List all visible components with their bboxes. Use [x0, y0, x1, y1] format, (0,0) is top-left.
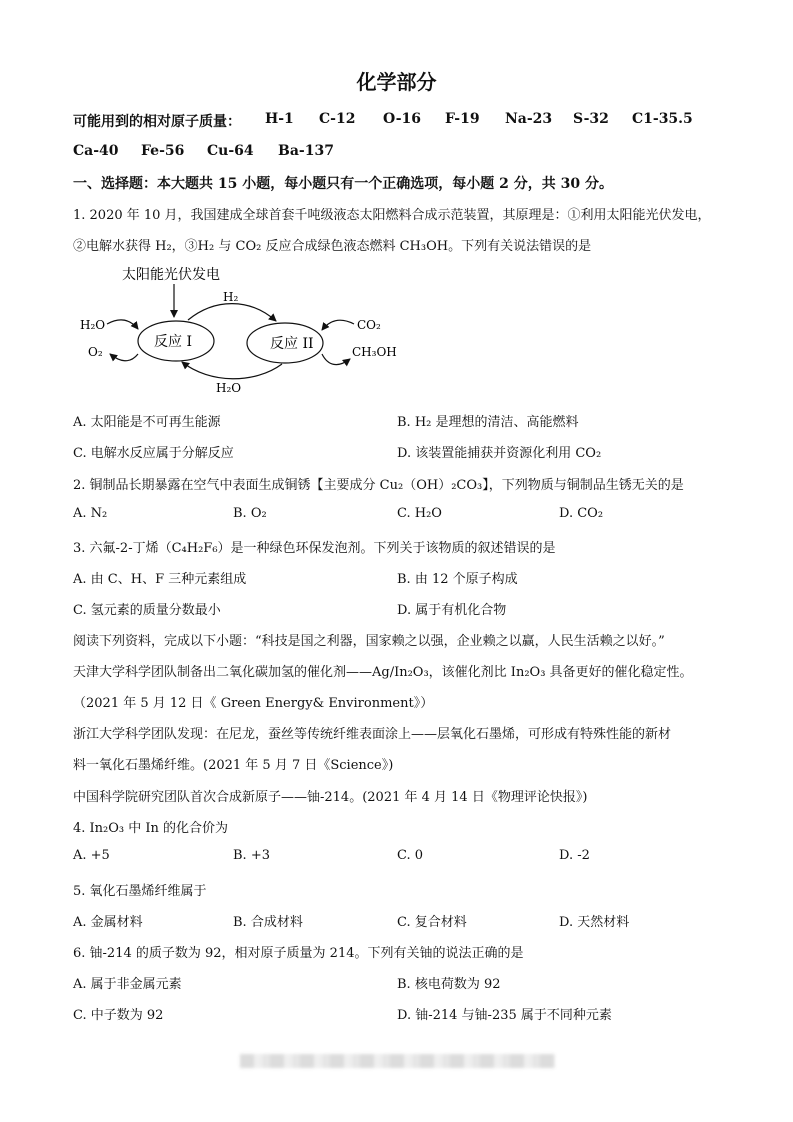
- q3-stem: 3. 六氟-2-丁烯（C₄H₂F₆）是一种绿色环保发泡剂。下列关于该物质的叙述错误的是: [73, 541, 556, 556]
- h2o-bottom-label: H₂O: [216, 381, 242, 395]
- q6-option-d[interactable]: D. 铀-214 与铀-235 属于不同种元素: [397, 1008, 612, 1023]
- q2-option-c[interactable]: C. H₂O: [397, 506, 442, 521]
- q2-option-a[interactable]: A. N₂: [73, 506, 108, 521]
- atomic-mass-item: Ca-40: [73, 143, 119, 159]
- q5-stem: 5. 氧化石墨烯纤维属于: [73, 884, 207, 899]
- co2-in-arrow: [322, 320, 354, 330]
- ch3oh-out-arrow: [322, 354, 350, 365]
- h2o-in-label: H₂O: [80, 318, 106, 332]
- reading-line: （2021 年 5 月 12 日《 Green Energy& Environment》）: [73, 696, 434, 711]
- q4-stem: 4. In₂O₃ 中 In 的化合价为: [73, 821, 229, 836]
- o2-out-label: O₂: [88, 345, 103, 359]
- atomic-mass-item: Ba-137: [278, 143, 334, 159]
- reading-line: 浙江大学科学团队发现：在尼龙，蚕丝等传统纤维表面涂上——层氧化石墨烯，可形成有特殊性能的新材: [73, 727, 672, 742]
- reading-line: 料一氧化石墨烯纤维。(2021 年 5 月 7 日《Science》): [73, 758, 394, 773]
- reaction2-label: 反应 II: [270, 336, 314, 352]
- co2-in-label: CO₂: [357, 318, 381, 332]
- h2o-return-arrow: [182, 362, 282, 379]
- q5-option-c[interactable]: C. 复合材料: [397, 915, 467, 930]
- q2-option-d[interactable]: D. CO₂: [559, 506, 604, 521]
- atomic-mass-item: C1-35.5: [632, 111, 693, 127]
- q3-option-c[interactable]: C. 氢元素的质量分数最小: [73, 603, 221, 618]
- q1-option-b[interactable]: B. H₂ 是理想的清洁、高能燃料: [397, 415, 579, 430]
- atomic-mass-label: 可能用到的相对原子质量：: [73, 114, 241, 130]
- q6-option-a[interactable]: A. 属于非金属元素: [73, 977, 182, 992]
- q4-option-d[interactable]: D. -2: [559, 848, 590, 863]
- atomic-mass-item: H-1: [265, 111, 294, 127]
- q4-option-c[interactable]: C. 0: [397, 848, 424, 863]
- atomic-mass-item: S-32: [573, 111, 609, 127]
- q3-option-b[interactable]: B. 由 12 个原子构成: [397, 572, 518, 587]
- h2-top-label: H₂: [223, 290, 239, 304]
- q6-stem: 6. 铀-214 的质子数为 92，相对原子质量为 214。下列有关铀的说法正确的是: [73, 946, 524, 961]
- q1-option-a[interactable]: A. 太阳能是不可再生能源: [73, 415, 221, 430]
- q5-option-b[interactable]: B. 合成材料: [233, 915, 303, 930]
- h2o-in-arrow: [107, 320, 138, 329]
- q5-option-a[interactable]: A. 金属材料: [73, 915, 143, 930]
- ch3oh-out-label: CH₃OH: [352, 345, 397, 359]
- atomic-mass-item: F-19: [445, 111, 480, 127]
- q3-option-d[interactable]: D. 属于有机化合物: [397, 603, 507, 618]
- q6-option-b[interactable]: B. 核电荷数为 92: [397, 977, 501, 992]
- atomic-mass-item: C-12: [319, 111, 356, 127]
- solar-label: 太阳能光伏发电: [122, 267, 220, 283]
- q3-option-a[interactable]: A. 由 C、H、F 三种元素组成: [73, 572, 247, 587]
- q1-stem-line1: 1. 2020 年 10 月，我国建成全球首套千吨级液态太阳燃料合成示范装置，其原理是：①利用太阳能光伏发电，: [73, 208, 711, 223]
- section-heading: 一、选择题：本大题共 15 小题，每小题只有一个正确选项，每小题 2 分，共 30 分。: [73, 176, 613, 192]
- blurred-footer: [240, 1054, 555, 1068]
- reading-line: 中国科学院研究团队首次合成新原子——铀-214。(2021 年 4 月 14 日《物理评论快报》): [73, 790, 588, 805]
- q4-option-a[interactable]: A. +5: [73, 848, 110, 863]
- q4-option-b[interactable]: B. +3: [233, 848, 270, 863]
- atomic-mass-item: O-16: [383, 111, 422, 127]
- reading-line: 天津大学科学团队制备出二氧化碳加氢的催化剂——Ag/In₂O₃，该催化剂比 In₂O₃ 具备更好的催化稳定性。: [73, 665, 693, 680]
- atomic-mass-item: Fe-56: [141, 143, 185, 159]
- o2-out-arrow: [110, 354, 138, 361]
- h2-arrow: [188, 304, 276, 321]
- q1-option-d[interactable]: D. 该装置能捕获并资源化利用 CO₂: [397, 446, 602, 461]
- reading-line: 阅读下列资料，完成以下小题：“科技是国之利器，国家赖之以强，企业赖之以赢，人民生活赖之以好。”: [73, 634, 665, 649]
- reaction-diagram: [70, 262, 410, 402]
- atomic-mass-item: Cu-64: [207, 143, 254, 159]
- q5-option-d[interactable]: D. 天然材料: [559, 915, 630, 930]
- reaction1-label: 反应 I: [154, 334, 192, 350]
- page-title: 化学部分: [356, 70, 437, 94]
- atomic-mass-item: Na-23: [505, 111, 553, 127]
- q6-option-c[interactable]: C. 中子数为 92: [73, 1008, 164, 1023]
- q1-option-c[interactable]: C. 电解水反应属于分解反应: [73, 446, 234, 461]
- q2-stem: 2. 铜制品长期暴露在空气中表面生成铜锈【主要成分 Cu₂（OH）₂CO₃】，下列物质与铜制品生锈无关的是: [73, 478, 684, 493]
- q1-stem-line2: ②电解水获得 H₂，③H₂ 与 CO₂ 反应合成绿色液态燃料 CH₃OH。下列有关说法错误的是: [73, 239, 592, 254]
- q2-option-b[interactable]: B. O₂: [233, 506, 267, 521]
